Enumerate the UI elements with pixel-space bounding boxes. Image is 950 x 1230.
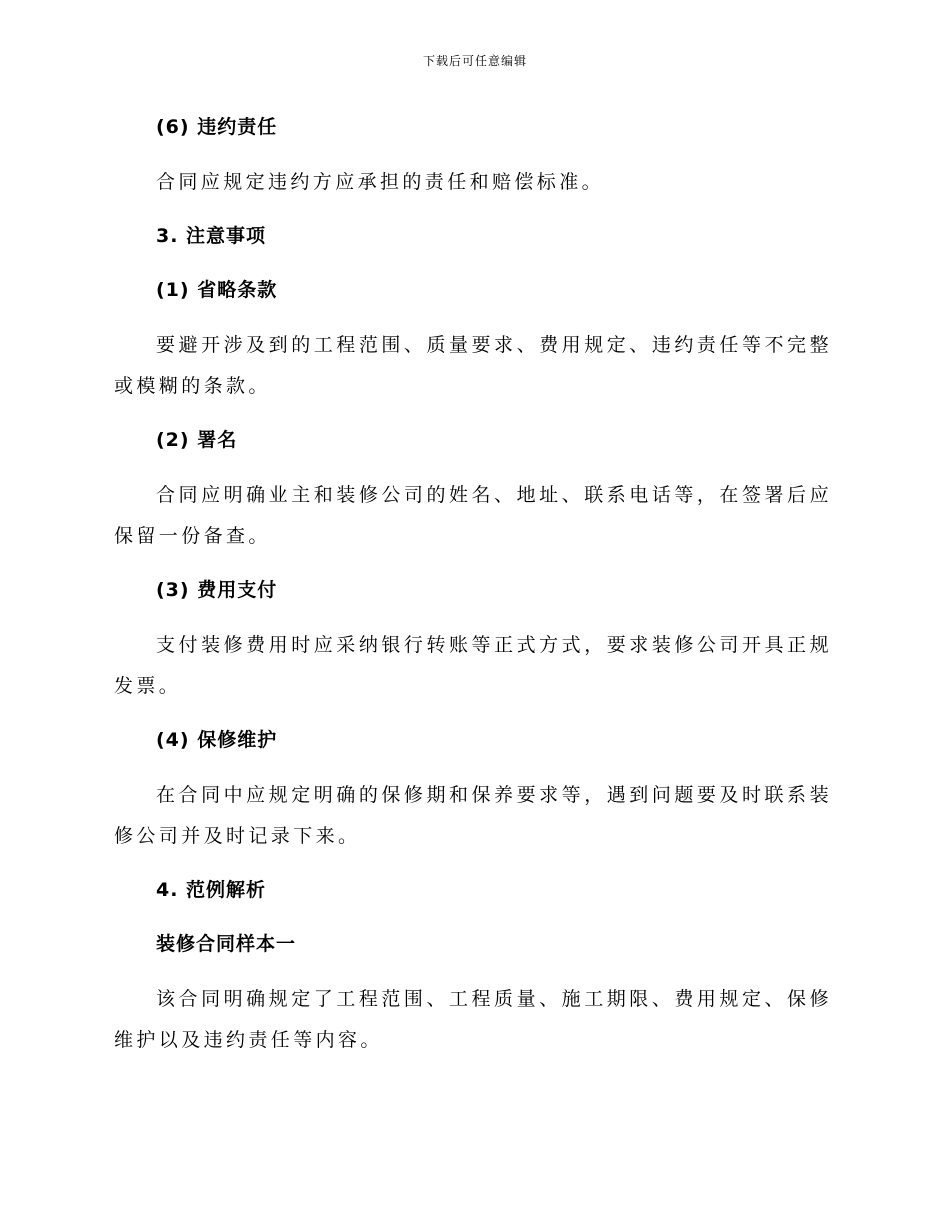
section-heading-omitted-clauses: (1) 省略条款: [156, 279, 278, 301]
section-heading-example-analysis: 4. 范例解析: [156, 879, 267, 901]
page-header: 下载后可任意编辑: [422, 54, 527, 68]
paragraph-sample-contract-one: 该合同明确规定了工程范围、工程质量、施工期限、费用规定、保修维护以及违约责任等内容。: [114, 988, 832, 1051]
section-heading-precautions: 3. 注意事项: [156, 225, 267, 247]
paragraph-payment: 支付装修费用时应采纳银行转账等正式方式，要求装修公司开具正规发票。: [114, 634, 832, 697]
section-heading-breach-liability: (6) 违约责任: [156, 116, 278, 138]
section-heading-warranty: (4) 保修维护: [156, 729, 278, 751]
paragraph-warranty: 在合同中应规定明确的保修期和保养要求等，遇到问题要及时联系装修公司并及时记录下来。: [114, 784, 832, 847]
document-body: [114, 108, 832, 1075]
section-heading-payment: (3) 费用支付: [156, 579, 278, 601]
paragraph-omitted-clauses: 要避开涉及到的工程范围、质量要求、费用规定、违约责任等不完整或模糊的条款。: [114, 334, 832, 397]
section-heading-sample-contract-one: 装修合同样本一: [156, 933, 297, 955]
paragraph-signature: 合同应明确业主和装修公司的姓名、地址、联系电话等，在签署后应保留一份备查。: [114, 484, 832, 547]
section-heading-signature: (2) 署名: [156, 429, 238, 451]
paragraph-breach-liability: 合同应规定违约方应承担的责任和赔偿标准。: [156, 171, 605, 193]
